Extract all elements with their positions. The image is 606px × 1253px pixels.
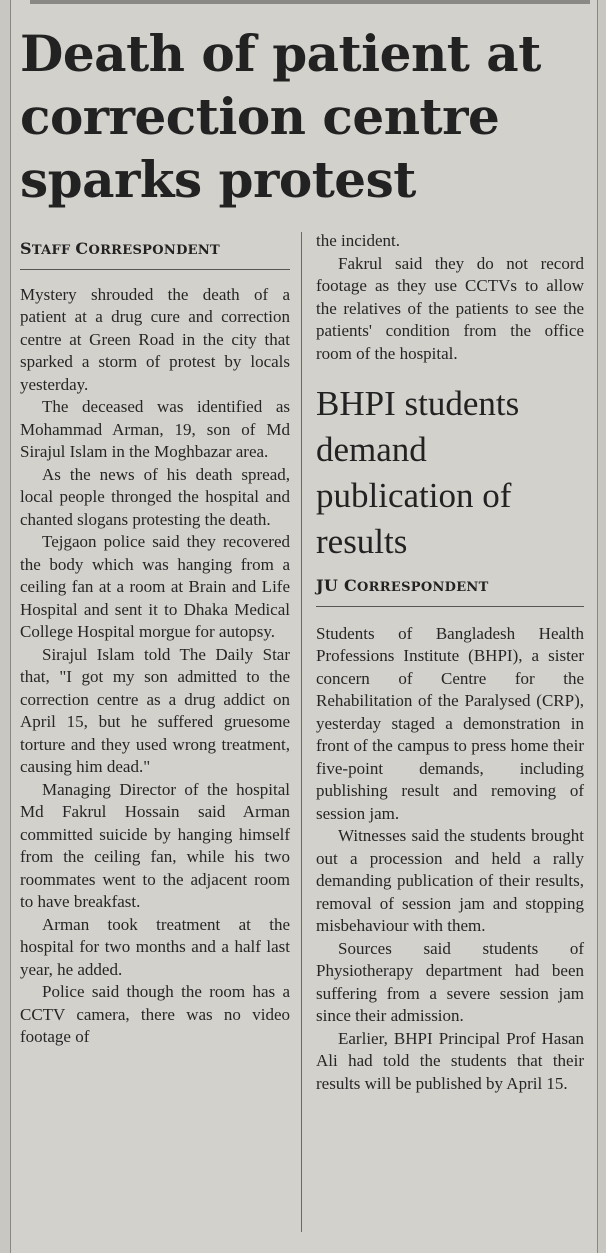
paragraph: Arman took treatment at the hospital for two months and a half last year, he added.: [20, 914, 290, 979]
column-divider: [301, 232, 302, 1232]
paragraph: Police said though the room has a CCTV camera, there was no video footage of: [20, 982, 290, 1046]
headline-line: correction centre: [20, 87, 500, 146]
cut-off-previous-text: [30, 0, 590, 4]
article1-column-left: [20, 238, 290, 1049]
continued-paragraph: the incident.: [316, 231, 401, 250]
second-headline: BHPI students demand publication of results: [316, 384, 520, 561]
paragraph: Mystery shrouded the death of a patient at a drug cure and correction centre at Green Road in the city that sparked a storm of protest by locals yesterday.: [20, 284, 290, 394]
paragraph: Students of Bangladesh Health Professions Institute (BHPI), a sister concern of Centre for the Rehabilitation of the Paralysed (CRP), yesterday staged a demonstration in front of the campus to press home their five-point demands, including publishing result and removing of session jam.: [316, 623, 584, 823]
paragraph: Managing Director of the hospital Md Fakrul Hossain said Arman committed suicide by hanging himself from the ceiling fan, while his two roommates went to the adjacent room to have breakfast.: [20, 779, 290, 911]
headline-line: Death of patient at: [20, 24, 541, 83]
right-column: [316, 230, 584, 1095]
paragraph: The deceased was identified as Mohammad Arman, 19, son of Md Sirajul Islam in the Moghbazar area.: [20, 397, 290, 461]
paragraph: Tejgaon police said they recovered the body which was hanging from a ceiling fan at a room at Brain and Life Hospital and sent it to Dhaka Medical College Hospital morgue for autopsy.: [20, 532, 290, 641]
staff-correspondent-byline: STAFF CORRESPONDENT: [20, 238, 290, 270]
paragraph: Sources said students of Physiotherapy department had been suffering from a severe session jam since their admission.: [316, 938, 584, 1025]
paragraph: Earlier, BHPI Principal Prof Hasan Ali had told the students that their results will be published by April 15.: [316, 1028, 584, 1093]
main-headline: [20, 22, 586, 211]
paragraph: Sirajul Islam told The Daily Star that, "I got my son admitted to the correction centre as a drug addict on April 15, but he suffered gruesome torture and they used wrong treatment, causing him dead.": [20, 644, 290, 776]
paragraph: As the news of his death spread, local people thronged the hospital and chanted slogans protesting the death.: [20, 464, 290, 529]
headline-line: sparks protest: [20, 150, 416, 209]
paragraph: Fakrul said they do not record footage as they use CCTVs to allow the relatives of the patients to see the patients' condition from the office room of the hospital.: [316, 253, 584, 363]
paragraph: Witnesses said the students brought out a procession and held a rally demanding publication of their results, removal of session jam and stopping misbehaviour with them.: [316, 826, 584, 935]
ju-correspondent-byline: JU CORRESPONDENT: [316, 575, 584, 607]
